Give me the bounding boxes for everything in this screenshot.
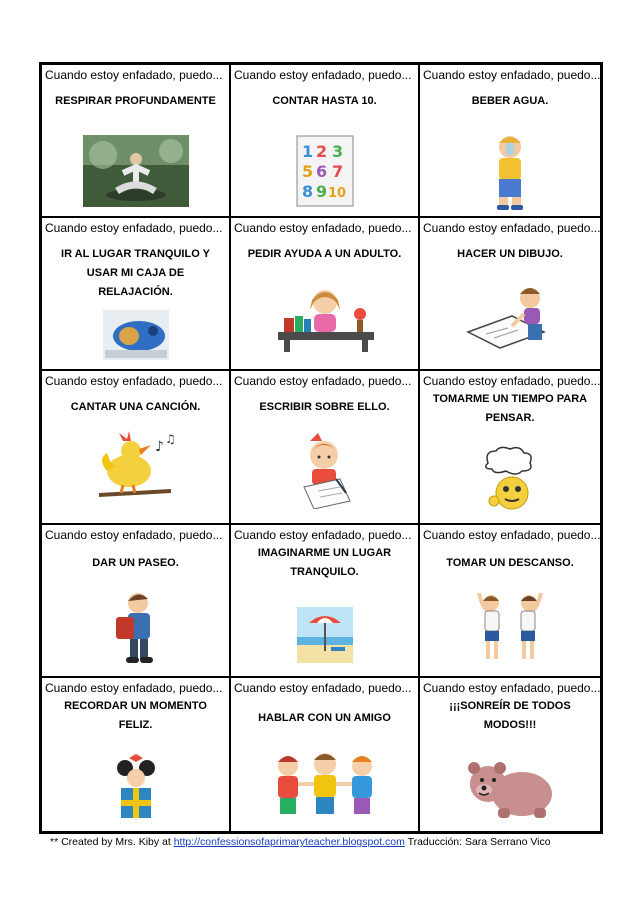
- footer-suffix: Traducción: Sara Serrano Vico: [404, 836, 551, 848]
- numbers-chart-icon: [296, 135, 354, 207]
- card-prefix: Cuando estoy enfadado, puedo...: [45, 374, 223, 389]
- card-imagine: [231, 525, 420, 678]
- svg-text:10: 10: [327, 186, 346, 201]
- child-writing-icon: [288, 431, 362, 509]
- card-prefix: Cuando estoy enfadado, puedo...: [423, 374, 600, 389]
- card-drink: [420, 65, 600, 218]
- card-prefix: Cuando estoy enfadado, puedo...: [45, 527, 223, 542]
- card-write: [231, 371, 420, 524]
- card-prefix: Cuando estoy enfadado, puedo...: [45, 680, 223, 695]
- card-action: RESPIRAR PROFUNDAMENTE: [55, 95, 216, 107]
- card-break: [420, 525, 600, 678]
- card-sing: [42, 371, 231, 524]
- card-action: HACER UN DIBUJO.: [457, 248, 563, 261]
- thinking-smiley-icon: [480, 445, 540, 513]
- card-action: TOMAR UN DESCANSO.: [446, 556, 574, 569]
- svg-text:8: 8: [301, 182, 313, 201]
- blog-link[interactable]: http://confessionsofaprimaryteacher.blogspot.com: [173, 836, 405, 848]
- svg-text:1: 1: [301, 142, 313, 161]
- card-action: IR AL LUGAR TRANQUILO Y USAR MI CAJA DE RELAJACIÓN.: [61, 248, 210, 299]
- card-smile: [420, 678, 600, 831]
- card-action: CONTAR HASTA 10.: [272, 95, 377, 107]
- card-action: PEDIR AYUDA A UN ADULTO.: [247, 248, 402, 261]
- credits-footer: [50, 836, 551, 848]
- footer-prefix: ** Created by Mrs. Kiby at: [50, 836, 174, 848]
- svg-text:3: 3: [331, 142, 343, 161]
- svg-text:7: 7: [331, 162, 343, 181]
- svg-text:♪: ♪: [154, 439, 164, 456]
- card-prefix: Cuando estoy enfadado, puedo...: [234, 374, 412, 389]
- svg-text:5: 5: [301, 162, 313, 181]
- card-breathe: [42, 65, 231, 218]
- card-prefix: Cuando estoy enfadado, puedo...: [423, 527, 600, 542]
- card-walk: [42, 525, 231, 678]
- card-action: RECORDAR UN MOMENTO FELIZ.: [64, 699, 207, 731]
- singing-bird-icon: [93, 431, 179, 503]
- card-draw: [420, 218, 600, 371]
- svg-text:9: 9: [315, 182, 327, 201]
- calm-box-photo-icon: [103, 310, 169, 360]
- beach-umbrella-icon: [297, 607, 353, 663]
- card-ask-adult: [231, 218, 420, 371]
- mouse-gift-icon: [115, 754, 157, 822]
- svg-text:6: 6: [315, 162, 327, 181]
- svg-text:♫: ♫: [164, 432, 176, 447]
- meditation-photo-icon: [83, 135, 189, 207]
- card-action: ¡¡¡SONREÍR DE TODOS MODOS!!!: [449, 699, 571, 731]
- child-drawing-icon: [464, 282, 556, 350]
- kids-stretching-icon: [469, 589, 551, 665]
- card-action: ESCRIBIR SOBRE ELLO.: [259, 401, 390, 414]
- card-talk-friend: [231, 678, 420, 831]
- card-prefix: Cuando estoy enfadado, puedo...: [45, 68, 223, 82]
- card-action: DAR UN PASEO.: [92, 556, 179, 569]
- card-prefix: Cuando estoy enfadado, puedo...: [423, 221, 600, 236]
- card-action: IMAGINARME UN LUGAR TRANQUILO.: [257, 546, 392, 578]
- card-action: BEBER AGUA.: [471, 95, 549, 107]
- card-prefix: Cuando estoy enfadado, puedo...: [234, 680, 412, 695]
- child-drinking-icon: [490, 133, 530, 211]
- card-remember: [42, 678, 231, 831]
- card-calm-place: [42, 218, 231, 371]
- smiling-bear-icon: [464, 756, 556, 820]
- card-think: [420, 371, 600, 524]
- card-count: [231, 65, 420, 218]
- three-friends-icon: [268, 750, 382, 818]
- card-prefix: Cuando estoy enfadado, puedo...: [234, 221, 412, 236]
- teacher-desk-icon: [270, 284, 380, 354]
- svg-text:2: 2: [315, 142, 327, 161]
- card-prefix: Cuando estoy enfadado, puedo...: [234, 68, 412, 82]
- card-prefix: Cuando estoy enfadado, puedo...: [45, 221, 223, 236]
- boy-backpack-icon: [112, 591, 160, 667]
- card-action: CANTAR UNA CANCIÓN.: [70, 401, 201, 414]
- cards-grid: [39, 62, 603, 834]
- card-prefix: Cuando estoy enfadado, puedo...: [423, 68, 600, 82]
- card-prefix: Cuando estoy enfadado, puedo...: [423, 680, 600, 695]
- card-action: TOMARME UN TIEMPO PARA PENSAR.: [432, 393, 588, 425]
- card-action: HABLAR CON UN AMIGO: [258, 711, 391, 724]
- card-prefix: Cuando estoy enfadado, puedo...: [234, 527, 412, 542]
